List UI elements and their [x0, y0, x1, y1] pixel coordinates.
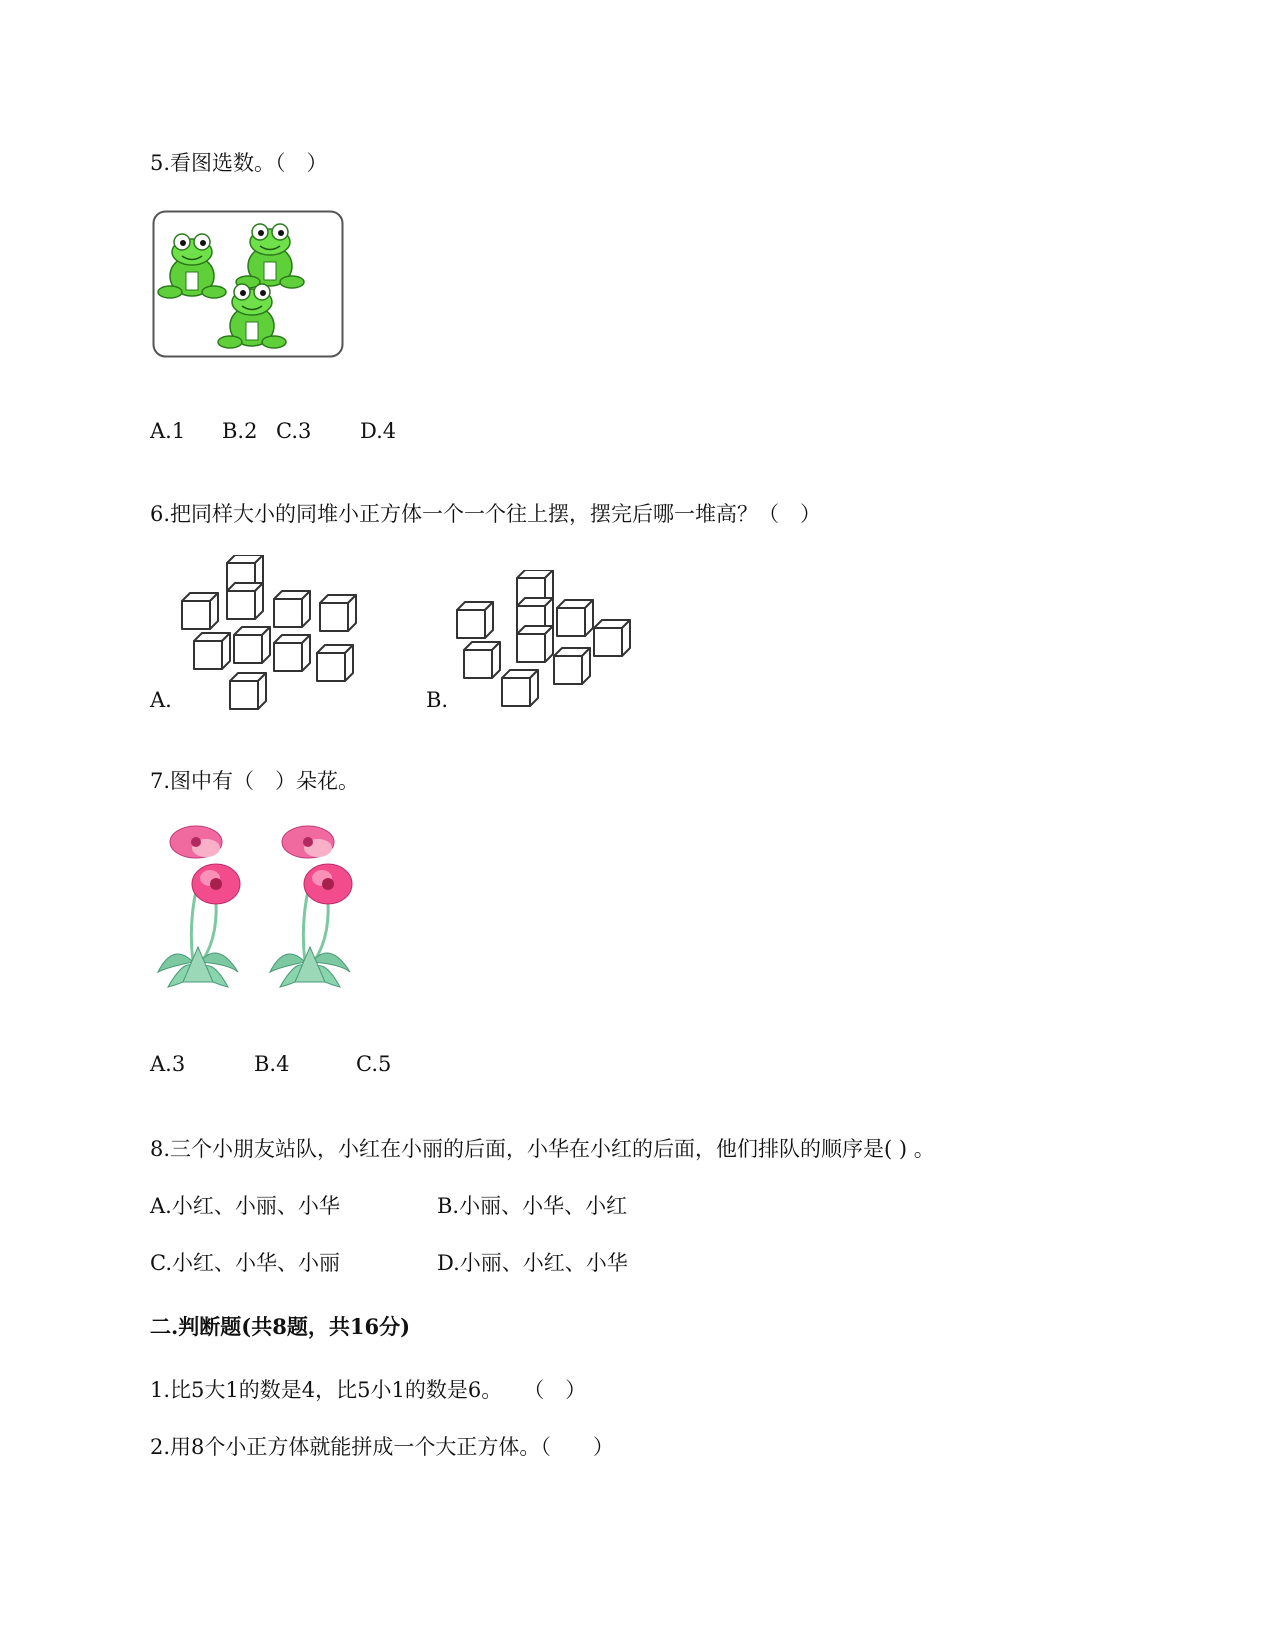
- section2-item-1: 1.比5大1的数是4，比5小1的数是6。 （ ）: [150, 1378, 587, 1402]
- frogs-illustration: [152, 210, 344, 358]
- q6-label-b: B.: [426, 688, 449, 712]
- cubes-pile-b: [452, 570, 652, 730]
- q6-label-a: A.: [150, 688, 172, 712]
- q7-option-a: A.3: [150, 1052, 186, 1076]
- section2-item-2: 2.用8个小正方体就能拼成一个大正方体。（ ）: [150, 1435, 614, 1459]
- q5-option-c: C.3: [276, 419, 312, 443]
- section2-heading: 二.判断题(共8题，共16分): [150, 1314, 411, 1339]
- q8-option-a: A.小红、小丽、小华: [150, 1194, 340, 1218]
- q7-option-b: B.4: [254, 1052, 290, 1076]
- q6-title: 6.把同样大小的同堆小正方体一个一个往上摆，摆完后哪一堆高？（ ）: [150, 502, 822, 526]
- q8-option-c: C.小红、小华、小丽: [150, 1251, 340, 1275]
- q8-option-d: D.小丽、小红、小华: [437, 1251, 628, 1275]
- q5-option-a: A.1: [150, 419, 186, 443]
- q8-option-b: B.小丽、小华、小红: [437, 1194, 628, 1218]
- q5-option-b: B.2: [222, 419, 258, 443]
- q8-title: 8.三个小朋友站队，小红在小丽的后面，小华在小红的后面，他们排队的顺序是( ) 。: [150, 1137, 935, 1161]
- q5-option-d: D.4: [360, 419, 397, 443]
- q5-title: 5.看图选数。（ ）: [150, 151, 328, 175]
- q7-title: 7.图中有（ ）朵花。: [150, 769, 360, 793]
- flowers-illustration: [148, 822, 378, 992]
- q7-option-c: C.5: [356, 1052, 392, 1076]
- cubes-pile-a: [172, 555, 382, 715]
